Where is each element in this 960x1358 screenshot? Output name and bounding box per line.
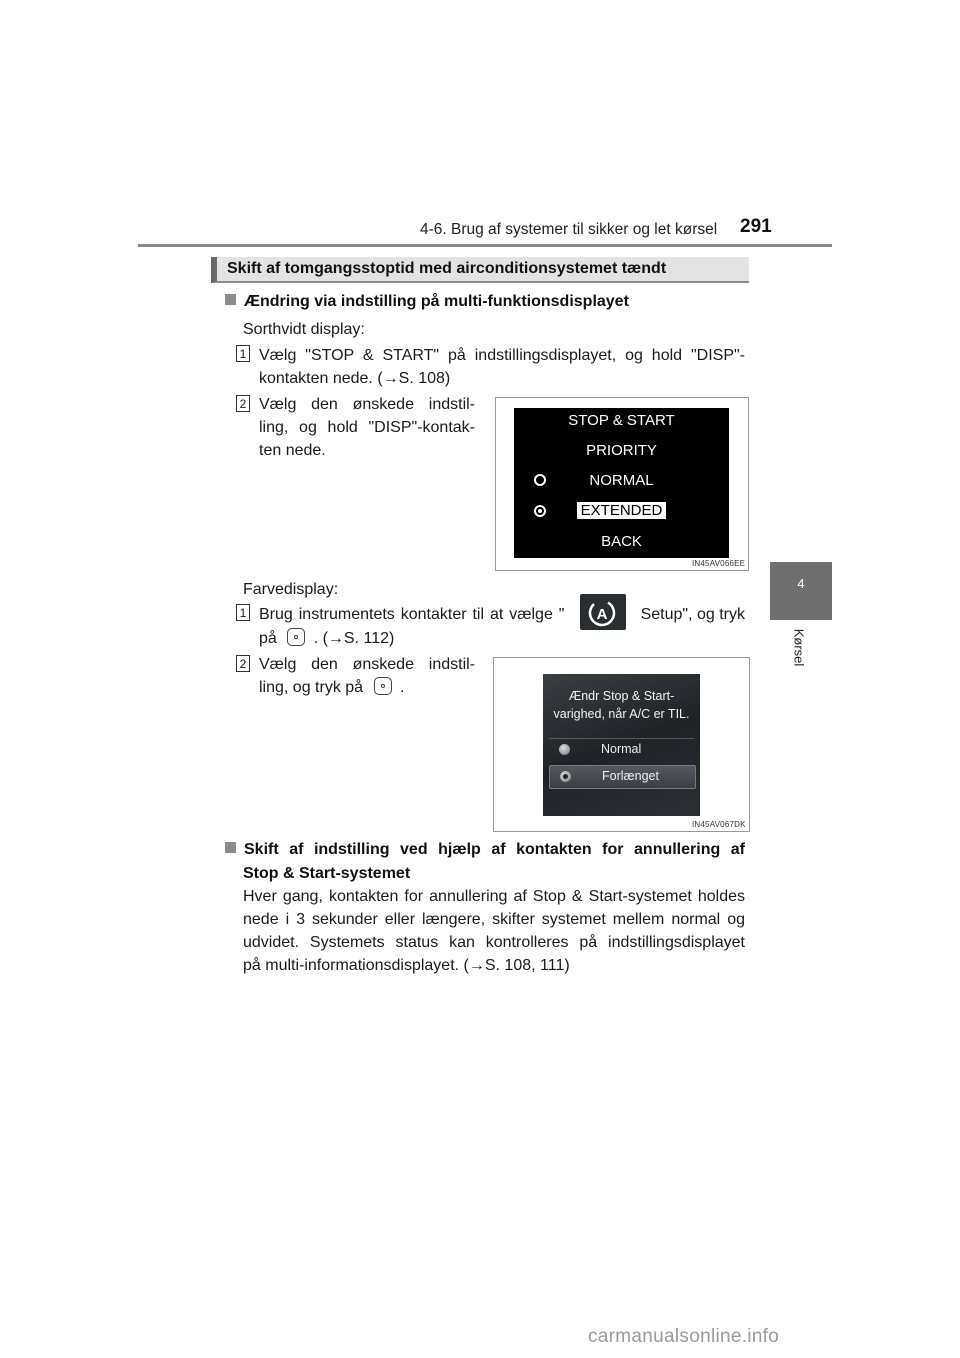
subsection-heading-1-text: Ændring via indstilling på multi-funktionsdisplayet (244, 293, 629, 310)
radio-selected-icon (560, 771, 571, 782)
chapter-tab-label (788, 620, 818, 680)
step-number: 2 (236, 395, 250, 412)
menu-item-stop-start: STOP & START (568, 412, 675, 429)
bw-step2-line: ten nede. (259, 442, 326, 459)
col-step1-line2-post: . (→S. 112) (313, 630, 395, 647)
bullet-icon (225, 294, 236, 305)
bw-display-screen (514, 408, 729, 558)
chapter-tab: 4 (770, 562, 832, 620)
bw-step2-line: ling, og hold "DISP"-kontak- (259, 419, 475, 436)
enter-button-icon (287, 628, 305, 646)
menu-item-back: BACK (601, 533, 642, 550)
step-number: 2 (236, 655, 250, 672)
bw-step1-line1: Vælg "STOP & START" på indstillingsdisplayet, og hold "DISP"- (259, 347, 745, 364)
option-forlaenget (549, 765, 696, 789)
menu-item-extended: EXTENDED (577, 502, 667, 519)
chapter-tab-label-text: Kørsel (791, 628, 807, 667)
color-screen-title-2: varighed, når A/C er TIL. (553, 707, 690, 721)
col-step1-line1-post: Setup", og tryk (640, 606, 745, 623)
col-step1-line2 (259, 627, 394, 650)
bw-step2-line: Vælg den ønskede indstil- (259, 396, 475, 413)
body-line: på multi-informationsdisplayet. (→S. 108, 111) (243, 957, 570, 974)
bw-display-label: Sorthvidt display: (243, 321, 365, 338)
figure-code: IN45AV066EE (692, 559, 746, 568)
body-line: Hver gang, kontakten for annullering af Stop & Start-systemet holdes (243, 888, 745, 905)
color-display-label: Farvedisplay: (243, 581, 339, 598)
body-line: nede i 3 sekunder eller længere, skifter systemet mellem normal og (243, 911, 745, 928)
radio-icon (559, 744, 570, 755)
svg-text:A: A (596, 606, 608, 623)
bullet-icon (225, 842, 236, 853)
col-step2-line1: Vælg den ønskede indstil- (259, 656, 475, 673)
setup-icon (580, 594, 626, 630)
subsection-heading-1 (225, 290, 629, 314)
enter-button-icon (374, 677, 392, 695)
option-normal-label: Normal (601, 742, 642, 756)
col-step2-line2-pre: ling, og tryk på (259, 679, 364, 696)
page-number: 291 (740, 216, 772, 237)
option-forlaenget-label: Forlænget (602, 769, 659, 783)
section-heading-bar (211, 257, 749, 283)
subsection-heading-2-line1: Skift af indstilling ved hjælp af kontakten for annullering af (244, 841, 745, 858)
bw-step2-text (259, 393, 475, 462)
body-line: udvidet. Systemets status kan kontrolleres på indstillingsdisplayet (243, 934, 745, 951)
option-normal (549, 738, 694, 761)
setup-icon-glyph (580, 594, 626, 630)
step-number: 1 (236, 345, 250, 362)
menu-item-normal: NORMAL (589, 472, 654, 489)
section-heading: Skift af tomgangsstoptid med airconditionsystemet tændt (227, 260, 667, 277)
menu-item-priority: PRIORITY (586, 442, 657, 459)
col-step1-line2-pre: på (259, 630, 277, 647)
color-screen-title-1: Ændr Stop & Start- (568, 689, 675, 703)
block2-body (243, 885, 745, 977)
header-divider (138, 244, 832, 247)
col-step2-line2-post: . (399, 679, 405, 696)
subsection-heading-2-line2: Stop & Start-systemet (243, 865, 411, 882)
col-step1-line1-pre: Brug instrumentets kontakter til at vælge " (259, 606, 565, 623)
step-number: 1 (236, 604, 250, 621)
figure-code: IN45AV067DK (692, 820, 746, 829)
bw-step1-line2: kontakten nede. (→S. 108) (259, 370, 451, 387)
col-step2-text (259, 653, 475, 699)
watermark: carmanualsonline.info (588, 1326, 780, 1347)
subsection-heading-2 (225, 838, 745, 886)
chapter-title: 4-6. Brug af systemer til sikker og let kørsel (420, 221, 718, 238)
color-display-screen (543, 674, 700, 816)
